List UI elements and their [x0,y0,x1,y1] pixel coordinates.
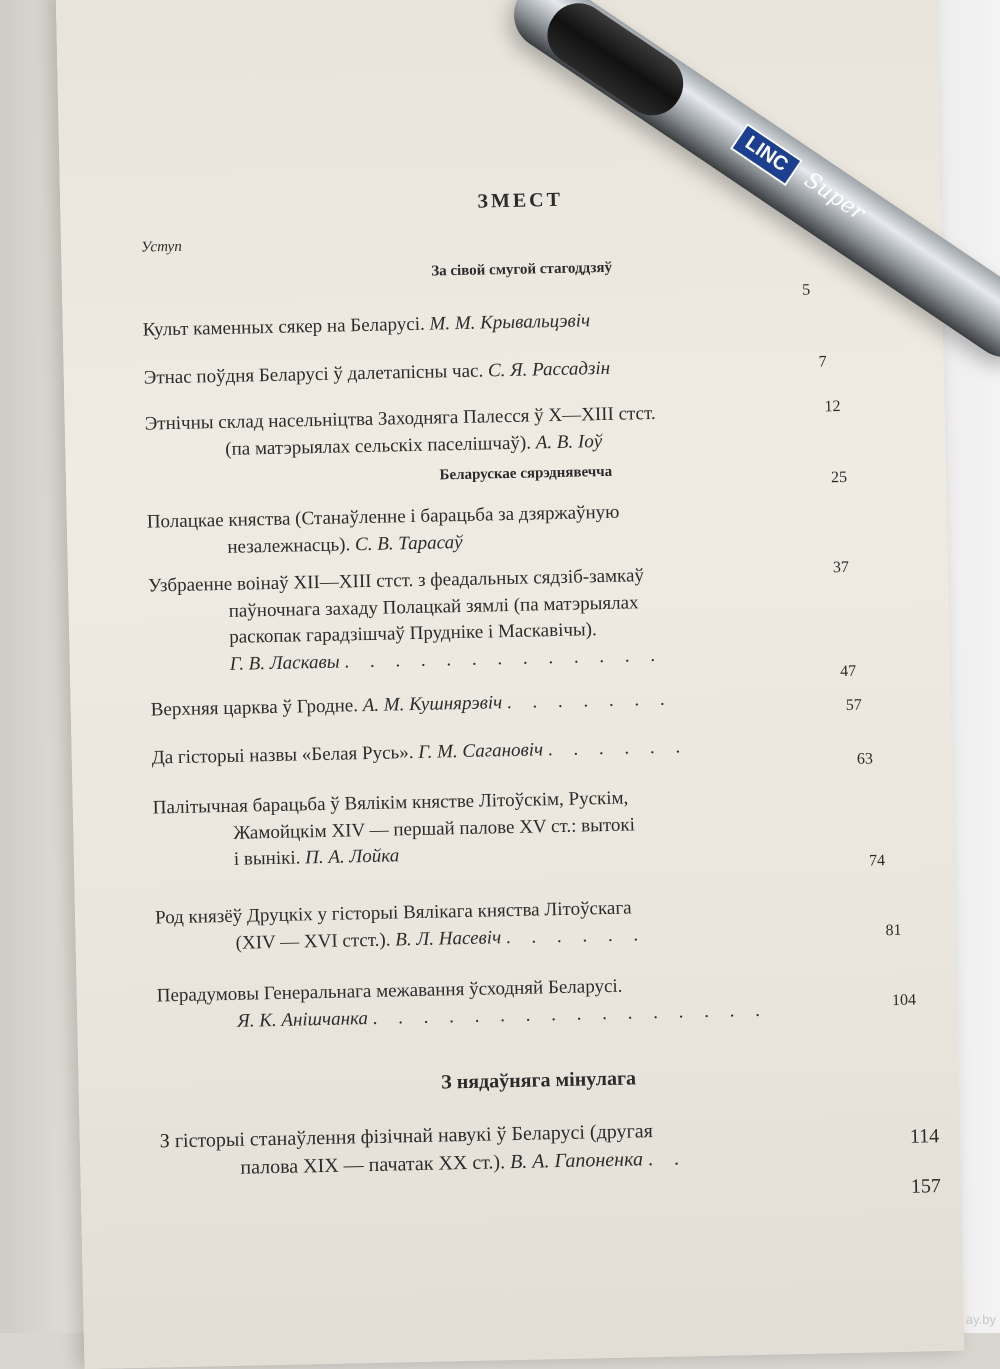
entry-author: А. М. Кушнярэвіч [362,692,503,717]
pen-model-label: Super [799,167,870,226]
section-title: За сівой смугой стагоддзяў [431,259,613,280]
entry-title: Палітычная барацьба ў Вялікім княстве Літоўскім, Рускім, [152,787,629,819]
entry-page-number: 57 [845,696,862,714]
toc-heading: ЗМЕСТ [477,188,564,213]
entry-page-number: 114 [909,1125,940,1148]
intro-label: Уступ [140,238,182,256]
entry-page-number: 12 [824,398,841,416]
entry-author: В. Л. Насевіч [395,926,502,951]
section-title: З нядаўняга мінулага [440,1067,637,1094]
entry-author: Г. В. Ласкавы [229,651,340,675]
entry-title: Да гісторыі назвы «Белая Русь». [151,742,414,769]
entry-page-number: 37 [832,558,850,577]
entry-title: Род князёў Друцкіх у гісторыі Вялікага княства Літоўскага [154,897,632,929]
entry-title-continued: раскопак гарадзішчаў Прудніке і Маскавічы). [229,619,597,649]
entry-title-continued: Жамойцкім XIV — першай палове XV ст.: вытокі [233,814,636,844]
entry-title-continued: і вынікі. [233,847,301,871]
entry-title: Полацкае княства (Станаўленне і барацьба за дзяржаўную [146,501,620,533]
entry-page-number: 81 [885,921,902,940]
entry-title: Перадумовы Генеральнага межавання ўсходняй Беларусі. [156,975,623,1007]
toc-entry [153,785,636,875]
table-of-contents [80,180,981,1198]
entry-title-continued: незалежнасць). [227,533,351,558]
entry-page-number: 74 [868,852,886,870]
entry-author: А. В. Іоў [535,430,603,454]
toc-entry: З гісторыі станаўлення фізічнай навукі ў Беларусі (другая палова XIX — пачатак XX ст.). В. А. Гапоненка . . [159,1120,688,1179]
watermark: ay.by [965,1312,996,1327]
entry-page-number: 7 [818,353,827,371]
toc-entry [147,500,621,563]
toc-entry [143,308,591,344]
entry-title-continued: (па матэрыялах сельскіх паселішчаў). [225,432,532,460]
toc-entry [144,356,611,392]
toc-entry: Узбраенне воінаў XII—XIII стст. з феадальных сядзіб-замкаў паўночнага захаду Полацкай зямлі (па матэрыялах раскопак гарадзішчаў Прудніке і Маскавічы). Г. В. Ласкавы . . . . . . . . . . . . . [147,565,664,675]
entry-author: С. В. Тарасаў [354,531,463,555]
toc-entry [145,401,657,465]
entry-title: Культ каменных сякер на Беларусі. [142,313,425,341]
entry-author: Г. М. Сагановіч [418,739,544,763]
entry-author: В. А. Гапоненка [509,1148,644,1174]
entry-title-continued: (XIV — XVI стст.). [235,929,391,954]
toc-entry: Верхняя царква ў Гродне. А. М. Кушнярэвіч . . . . . . . [150,688,673,721]
entry-title: Верхняя царква ў Гродне. [150,695,359,721]
toc-entry: Перадумовы Генеральнага межавання ўсходняй Беларусі. Я. К. Анішчанка . . . . . . . . . . . . . . . . [156,975,769,1032]
entry-page-number: 47 [839,662,857,681]
entry-title: Узбраенне воінаў XII—XIII стст. з феадальных сядзіб-замкаў [147,565,645,597]
toc-entry: Род князёў Друцкіх у гісторыі Вялікага княства Літоўскага (XIV — XVI стст.). В. Л. Насевіч . . . . . . [154,897,647,954]
entry-page-number: 25 [830,468,848,487]
section-title: Беларускае сярэднявечча [439,463,613,484]
entry-title-continued: палова XIX — пачатак XX ст.). [240,1151,506,1179]
entry-page-number: 104 [891,991,917,1010]
entry-author: М. М. Крывальцэвіч [429,310,591,335]
entry-title: Этнічны склад насельніцтва Заходняга Палесся ў X—XIII стст. [144,402,656,435]
entry-title-continued: паўночнага захаду Полацкай зямлі (па матэрыялах [228,591,639,622]
entry-author: Я. К. Анішчанка [237,1007,369,1032]
entry-page-number: 63 [856,750,874,768]
intro-entry [141,237,182,259]
entry-author: С. Я. Рассадзін [487,357,611,382]
intro-page-number: 5 [801,281,811,299]
entry-title: З гісторыі станаўлення фізічнай навукі ў Беларусі (другая [159,1120,653,1153]
pen-brand-label: LINC [730,123,803,186]
entry-author: П. А. Лойка [304,845,400,869]
toc-entry: Да гісторыі назвы «Белая Русь». Г. М. Сагановіч . . . . . . [151,736,689,769]
last-page-number: 157 [910,1175,942,1198]
entry-title: Этнас поўдня Беларусі ў далетапісны час. [143,360,484,389]
